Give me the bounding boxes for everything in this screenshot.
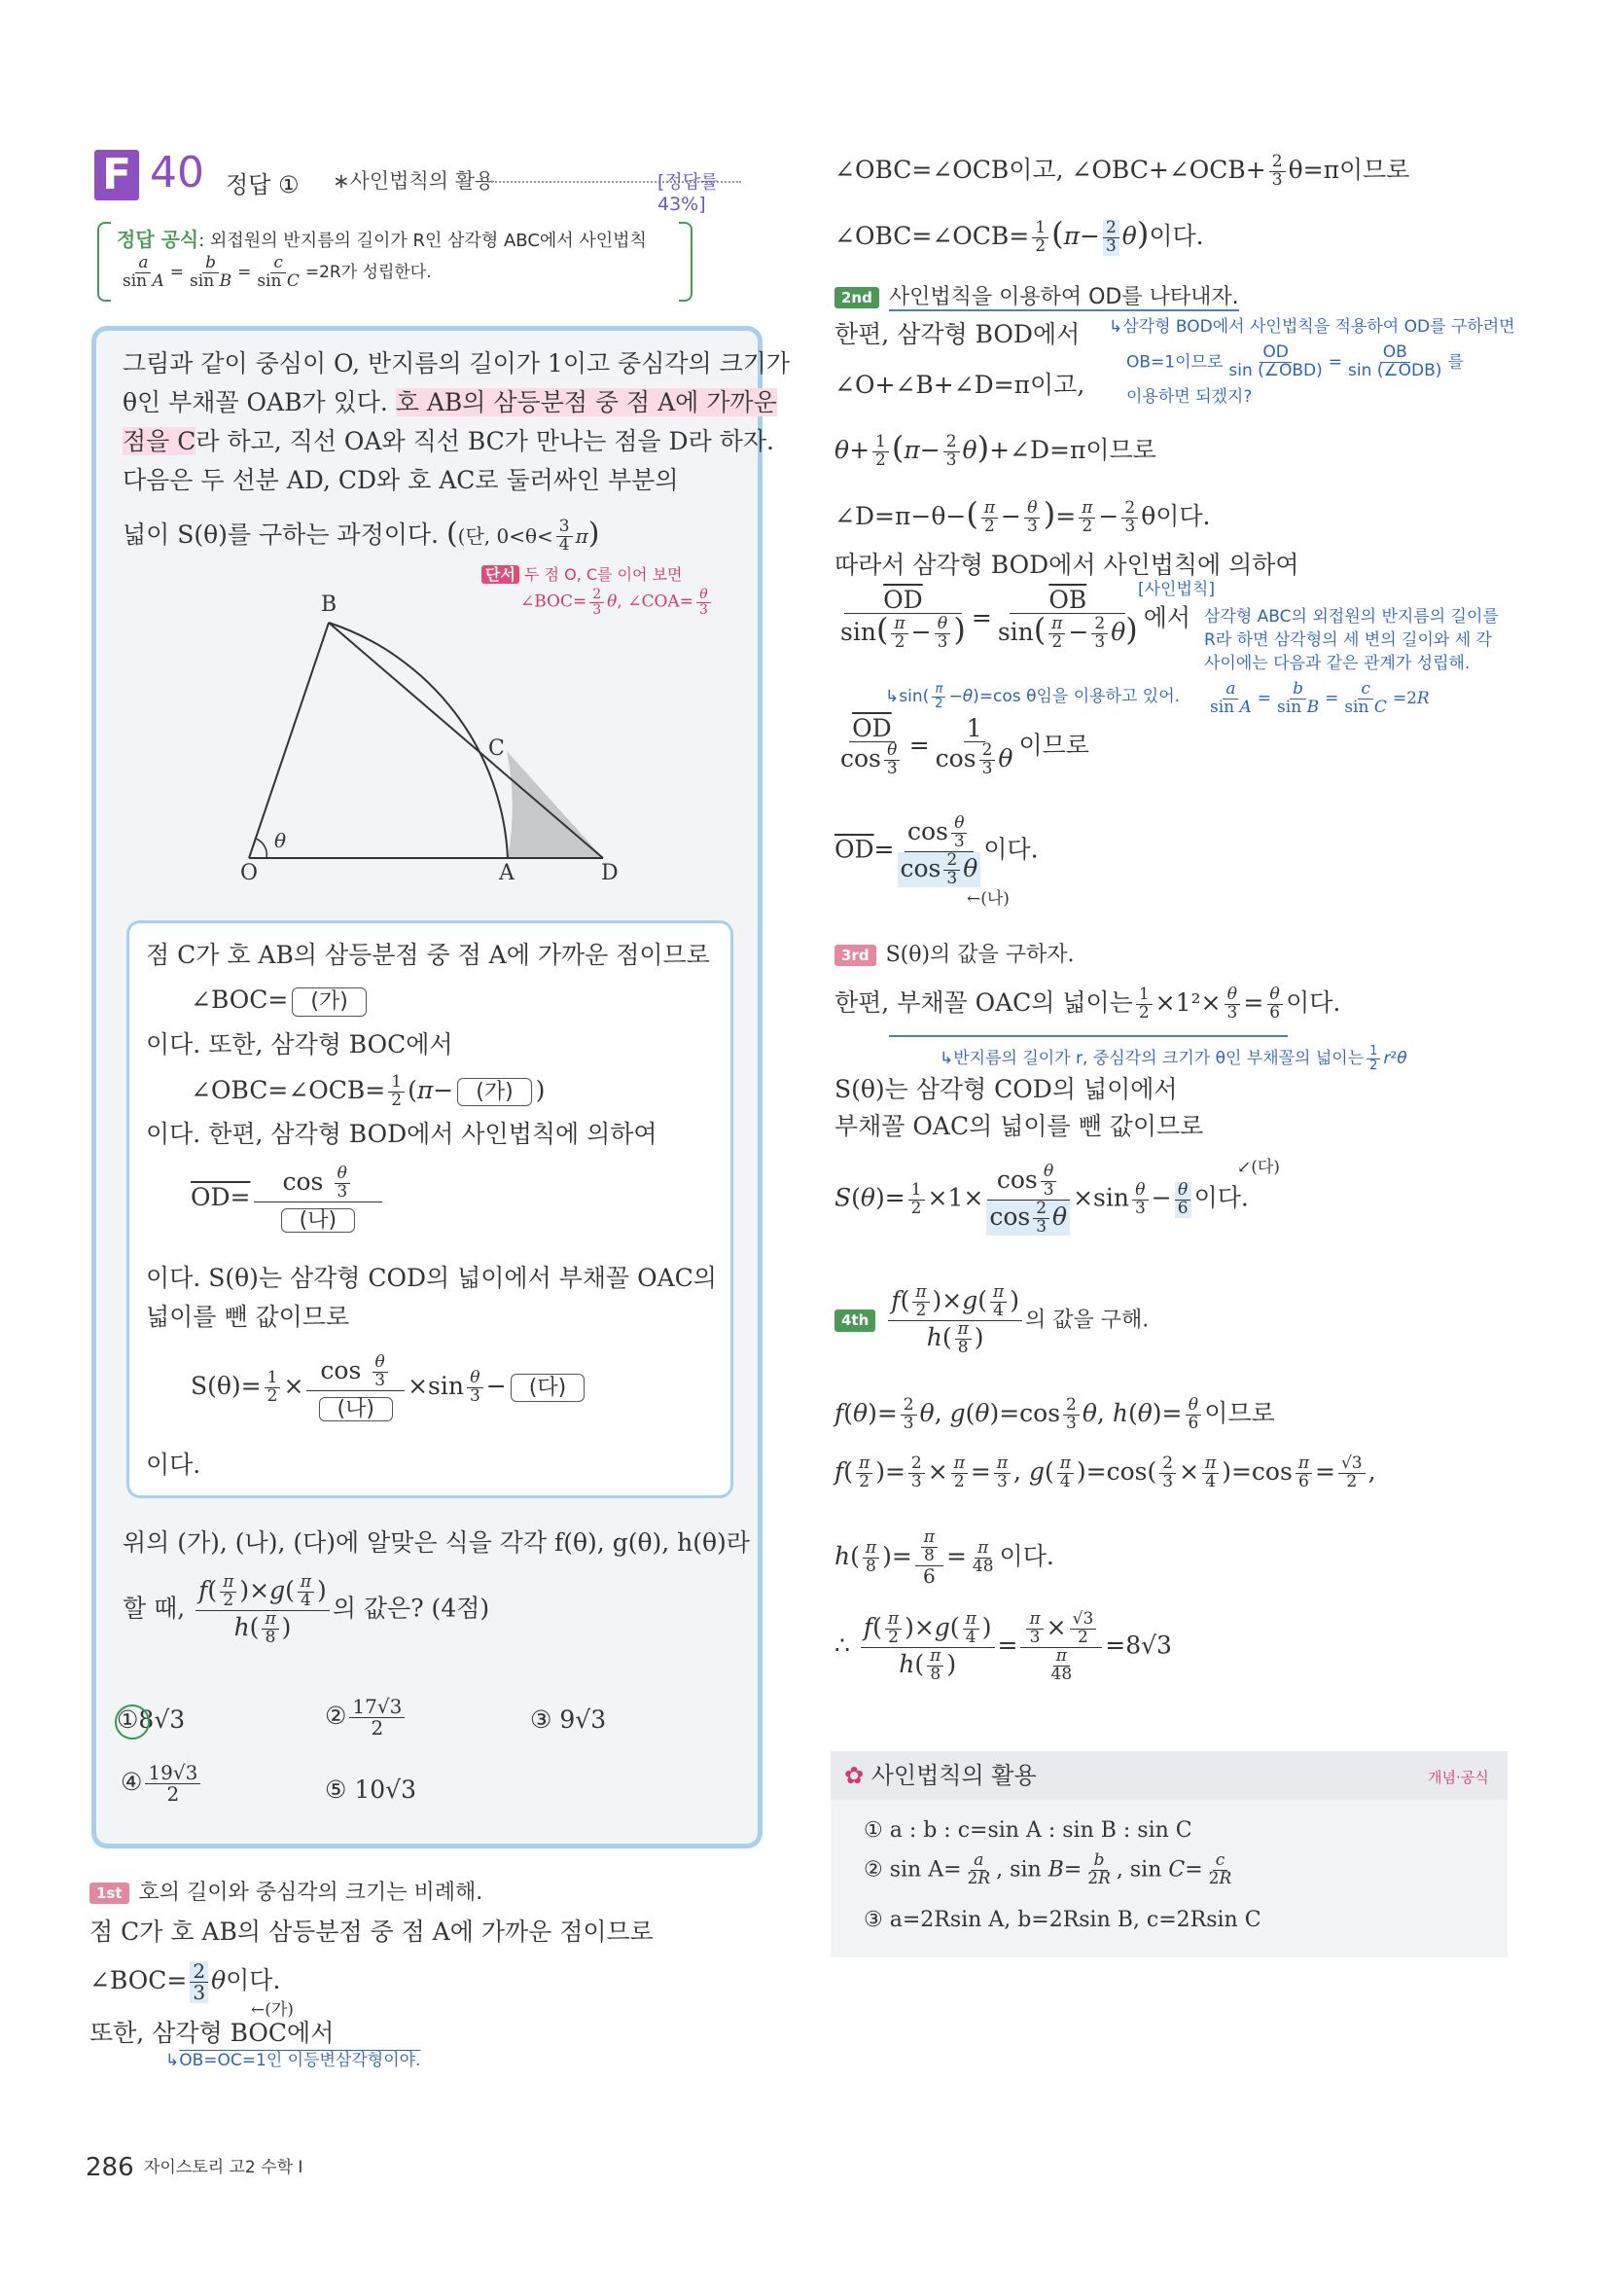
right-line-14: S(θ)= $\frac{1}{2}$ ×1× cos $\frac{\theta}{3}$ cos $\frac{2}{3}$ θ ×sin $\frac{\theta}{3}$ − $\frac{\theta}{6}$ 이다. ↙(다) [835,1158,1280,1237]
hint-text: 두 점 O, C를 이어 보면 [524,565,683,584]
problem-header [89,146,770,215]
right-line-8-b: 에서 [1143,603,1191,632]
problem-line-3b: 라 하고, 직선 OA와 직선 BC가 만나는 점을 D라 하자. [195,427,774,455]
right-line-18: ∴ f( $\frac{\pi}{2}$ )×g( $\frac{\pi}{4}$ ) h( $\frac{\pi}{8}$ ) = $\frac{\pi}{3}$ × $\frac{√3}{2}$ $\frac{\pi}{48}$ =8√3 [835,1609,1172,1684]
step-1-heading [89,1880,482,1907]
note-2a: ↳삼각형 BOD에서 사인법칙을 적용하여 OD를 구하려면 [1109,317,1515,337]
right-line-15: f(θ)= $\frac{2}{3}$ θ, g(θ)=cos $\frac{2}{3}$ θ, h(θ)= $\frac{\theta}{6}$ 이므로 [835,1395,1275,1433]
angle-mark [256,839,266,858]
formula-line-1 [117,228,647,253]
topic-label: ∗사인법칙의 활용 [333,169,495,193]
process-od: OD= [191,1182,251,1211]
choice-2[interactable]: ② $\frac{17√3}{2}$ [325,1697,408,1739]
hint-formula: ∠BOC= $\frac{2}{3}$ θ, ∠COA= $\frac{\theta}{3}$ [520,588,714,617]
note-2d: 이용하면 되겠지? [1126,387,1253,407]
step-3-text: S(θ)의 값을 구하자. [885,943,1075,967]
note-2b: OB=1이므로 $\frac{OD}{\text{sin (∠OBD)}}$ = $\frac{OB}{\text{sin (∠ODB)}}$ 를 [1126,342,1464,380]
right-line-1-a: ∠OBC=∠OCB이고, ∠OBC+∠OCB+ [835,155,1266,184]
blank-ga-2: (가) [457,1078,531,1107]
right-line-13: 부채꼴 OAC의 넓이를 뺀 값이므로 [835,1112,1204,1140]
arc-AB [329,623,508,858]
note-2b-text: OB=1이므로 [1126,352,1224,373]
process-line-8: 넓이를 뺀 값이므로 [146,1303,350,1331]
formula-box [97,222,692,300]
step-2-text: 사인법칙을 이용하여 OD를 나타내자. [888,285,1239,309]
label-C: C [488,736,505,761]
answer-label: 정답 ① [226,171,300,198]
formula-text-2: =2R가 성립한다. [304,262,432,282]
note-sine-1: 삼각형 ABC의 외접원의 반지름의 길이를 [1204,607,1499,627]
note-sine-title: [사인법칙] [1138,580,1215,599]
process-angle-boc: ∠BOC= [191,986,289,1014]
choice-1-text: ①8√3 [117,1705,186,1734]
left-solution-note-text: OB=OC=1인 이등변삼각형이야. [179,2051,421,2070]
left-solution-line-1: 점 C가 호 AB의 삼등분점 중 점 A에 가까운 점이므로 [89,1918,654,1946]
right-line-17-b: 이다. [999,1541,1054,1570]
segment-BD [329,623,603,858]
blank-na-1: (나) [281,1208,355,1233]
note-sine-formula: $\frac{a}{\text{sin A}}$ = $\frac{b}{\text{sin B}}$ = $\frac{c}{\text{sin C}}$ =2R [1210,679,1430,717]
page-number: 286 [86,2153,134,2182]
answer-rate: [정답률 43%] [657,171,719,215]
problem-line-3 [123,426,774,456]
process-line-4: ∠OBC=∠OCB= $\frac{1}{2}$ (π− (가) ) [191,1072,546,1110]
step-2-heading [835,284,1239,311]
right-line-5: θ+ $\frac{1}{2}$ (π− $\frac{2}{3}$ θ)+∠D=π이므로 [835,429,1156,470]
note-cos-text: =cos θ임을 이용하고 있어. [978,687,1181,707]
concept-tag: 개념·공식 [1428,1769,1489,1786]
choice-5-text: ⑤ 10√3 [325,1776,417,1804]
problem-highlight-1: 호 AB의 삼등분점 중 점 A에 가까운 [395,388,777,416]
step-1-text: 호의 길이와 중심각의 크기는 비례해. [138,1881,483,1905]
step-2-tag: 2nd [835,287,879,309]
process-line-2 [191,985,371,1017]
step-4-text: 의 값을 구해. [1024,1308,1150,1333]
label-O: O [240,861,259,885]
right-line-16: f( $\frac{\pi}{2}$ )= $\frac{2}{3}$ × $\frac{\pi}{2}$ = $\frac{\pi}{3}$ , g( $\frac{\pi}{4}$ )=cos( $\frac{2}{3}$ × $\frac{\pi}{4}$ )=cos $\frac{\pi}{6}$ = $\frac{√3}{2}$ , [835,1453,1376,1491]
problem-line-5-text: 넓이 S(θ)를 구하는 과정이다. [123,520,439,549]
note-3: ↳반지름의 길이가 r, 중심각의 크기가 θ인 부채꼴의 넓이는 $\frac{1}{2}$ r²θ [940,1044,1407,1073]
choice-2-text: ② [325,1702,347,1730]
question-prefix: 할 때, [123,1594,186,1623]
problem-line-5: 넓이 S(θ)를 구하는 과정이다. ((단, 0<θ< $\frac{3}{4}$ π) [123,517,600,555]
problem-line-2 [123,387,777,417]
right-line-10-b: 이다. [983,835,1039,864]
concept-item-3: ③ a=2Rsin A, b=2Rsin B, c=2Rsin C [864,1908,1261,1932]
right-line-11-a: 한편, 부채꼴 OAC의 넓이는 [835,987,1133,1017]
problem-line-1: 그림과 같이 중심이 O, 반지름의 길이가 1이고 중심각의 크기가 [123,349,791,377]
process-angle-obc: ∠OBC=∠OCB= [191,1075,386,1104]
process-line-3: 이다. 또한, 삼각형 BOC에서 [146,1030,453,1058]
book-title: 자이스토리 고2 수학 Ⅰ [144,2158,303,2177]
right-line-1-b: θ=π이므로 [1288,155,1410,184]
label-A: A [499,861,515,885]
right-line-15-b: 이므로 [1204,1398,1275,1427]
problem-line-2a: θ인 부채꼴 OAB가 있다. [123,388,388,416]
problem-line-4: 다음은 두 선분 AD, CD와 호 AC로 둘러싸인 부분의 [123,466,679,494]
right-line-11-b: 이다. [1286,987,1341,1017]
step-3-heading [835,942,1075,969]
process-line-7: 이다. S(θ)는 삼각형 COD의 넓이에서 부채꼴 OAC의 [146,1264,717,1292]
question-line-1: 위의 (가), (나), (다)에 알맞은 식을 각각 f(θ), g(θ), h(θ)라 [123,1528,750,1557]
concept-box [831,1751,1508,1957]
process-s-theta: S(θ)= [191,1371,262,1400]
section-letter-badge: F [94,150,139,200]
problem-highlight-2: 점을 C [123,427,196,455]
right-line-4: ∠O+∠B+∠D=π이고, [835,371,1085,399]
concept-title-row [844,1761,1037,1790]
problem-number: 40 [150,148,204,197]
question-line-2: 할 때, f( $\frac{\pi}{2}$ )×g( $\frac{\pi}{4}$ ) h( $\frac{\pi}{8}$ ) 의 값은? (4점) [123,1572,490,1647]
right-line-10: $\overline{OD}=$ cos $\frac{\theta}{3}$ cos $\frac{2}{3}$ θ 이다. ←(나) [835,813,1039,909]
line-11-underline [889,1035,1288,1037]
process-line-9: S(θ)= $\frac{1}{2}$ × cos $\frac{\theta}{3}$ (나) ×sin $\frac{\theta}{3}$ − (다) [191,1354,588,1421]
right-line-5-b: +∠D=π이므로 [989,436,1156,464]
blank-ga-1: (가) [292,987,366,1017]
right-line-6: ∠D=π−θ−( $\frac{\pi}{2}$ − $\frac{\theta}{3}$ )= $\frac{\pi}{2}$ − $\frac{2}{3}$ θ이다. [835,495,1211,536]
note-sine-3: 사이에는 다음과 같은 관계가 성립해. [1204,654,1471,673]
problem-condition: (단, 0<θ< [457,524,553,548]
right-line-12: S(θ)는 삼각형 COD의 넓이에서 [835,1075,1178,1103]
note-sine-2: R라 하면 삼각형의 세 변의 길이와 세 각 [1204,630,1492,650]
right-line-3: 한편, 삼각형 BOD에서 [835,320,1081,348]
formula-bracket-right [679,222,692,302]
concept-title: 사인법칙의 활용 [870,1762,1037,1789]
left-solution-note: ↳OB=OC=1인 이등변삼각형이야. [165,2051,421,2070]
process-line-5: 이다. 한편, 삼각형 BOD에서 사인법칙에 의하여 [146,1120,657,1148]
note-cos: ↳sin( $\frac{\pi}{2}$ −θ)=cos θ임을 이용하고 있어. [885,682,1181,711]
flower-icon: ✿ [844,1762,865,1789]
right-line-17: h( $\frac{\pi}{8}$ )= $\frac{\frac{\pi}{8}}{6}$ = $\frac{\pi}{48}$ 이다. [835,1527,1054,1588]
right-line-9: $\overline{OD}$ cos $\frac{\theta}{3}$ = 1 cos $\frac{2}{3}$ θ 이므로 [840,714,1089,779]
note-2a-text: 삼각형 BOD에서 사인법칙을 적용하여 OD를 구하려면 [1122,317,1515,337]
question-suffix: 의 값은? (4점) [332,1594,490,1623]
step-1-tag: 1st [89,1883,129,1905]
label-theta: θ [274,829,287,852]
right-line-7: 따라서 삼각형 BOD에서 사인법칙에 의하여 [835,551,1299,579]
right-line-1: ∠OBC=∠OCB이고, ∠OBC+∠OCB+ $\frac{2}{3}$ θ=π이므로 [835,152,1410,190]
choice-1-circle-mark [115,1704,150,1740]
step-4-tag: 4th [835,1309,875,1332]
shaded-area [507,751,603,858]
hint-line [481,565,683,585]
right-line-9-b: 이므로 [1018,731,1089,760]
right-line-2-b: 이다. [1149,222,1204,250]
segment-OB [249,623,329,858]
concept-item-2: ② sin A= $\frac{a}{2R}$ , sin B= $\frac{b}{2R}$ , sin C= $\frac{c}{2R}$ [864,1850,1232,1888]
choice-5[interactable] [325,1775,416,1805]
left-solution-angle: ∠BOC= [89,1966,188,1994]
formula-title: 정답 공식 [117,228,199,251]
note-2c-text: 를 [1447,352,1464,373]
hint-tag: 단서 [481,565,519,584]
blank-na-2: (나) [319,1397,393,1421]
left-solution-line-2: ∠BOC= $\frac{2}{3}$ θ이다. ←(가) [89,1959,294,2020]
formula-bracket-left [97,222,111,302]
right-line-6-b: θ이다. [1141,502,1211,530]
label-B: B [321,592,337,617]
right-line-2: ∠OBC=∠OCB= $\frac{1}{2}$ (π− $\frac{2}{3}$ θ)이다. [835,215,1204,256]
right-line-2-a: ∠OBC=∠OCB= [835,222,1030,250]
process-line-10: 이다. [146,1451,201,1479]
right-line-14-b: 이다. [1193,1183,1249,1212]
right-line-11: 한편, 부채꼴 OAC의 넓이는 $\frac{1}{2}$ ×1²× $\frac{\theta}{3}$ = $\frac{\theta}{6}$ 이다. [835,985,1341,1022]
step-4-heading: 4th f( $\frac{\pi}{2}$ )×g( $\frac{\pi}{4}$ ) h( $\frac{\pi}{8}$ ) 의 값을 구해. [835,1284,1149,1356]
right-line-8: $\overline{OD}$ sin( $\frac{\pi}{2}$ − $\frac{\theta}{3}$ ) = $\overline{OB}$ sin( $\frac{\pi}{2}$ − $\frac{2}{3}$ θ) 에서 [840,586,1191,653]
choice-3-text: ③ 9√3 [530,1705,607,1734]
choice-4-text: ④ [121,1768,143,1796]
label-D: D [601,861,619,885]
note-3-text: 반지름의 길이가 r, 중심각의 크기가 θ인 부채꼴의 넓이는 [953,1049,1365,1069]
choice-4[interactable]: ④ $\frac{19√3}{2}$ [121,1763,203,1805]
left-solution-suffix: 이다. [226,1966,281,1994]
formula-text-1: : 외접원의 반지름의 길이가 R인 삼각형 ABC에서 사인법칙 [198,231,647,251]
left-solution-line-3: 또한, 삼각형 BOC에서 [89,2019,335,2047]
right-line-6-a: ∠D=π−θ− [835,502,967,530]
concept-item-1: ① a : b : c=sin A : sin B : sin C [864,1818,1192,1843]
blank-da: (다) [511,1374,585,1403]
step-3-tag: 3rd [835,945,876,967]
process-line-1: 점 C가 호 AB의 삼등분점 중 점 A에 가까운 점이므로 [146,941,710,969]
process-line-6: OD= cos $\frac{\theta}{3}$ (나) [191,1166,385,1233]
choice-3[interactable] [530,1704,606,1735]
formula-line-2: $\frac{a}{\text{sin A}}$ = $\frac{b}{\text{sin B}}$ = $\frac{c}{\text{sin C}}$ =2R가 성립한다. [123,253,432,291]
concept-item-2-text: ② sin A= [864,1857,962,1883]
